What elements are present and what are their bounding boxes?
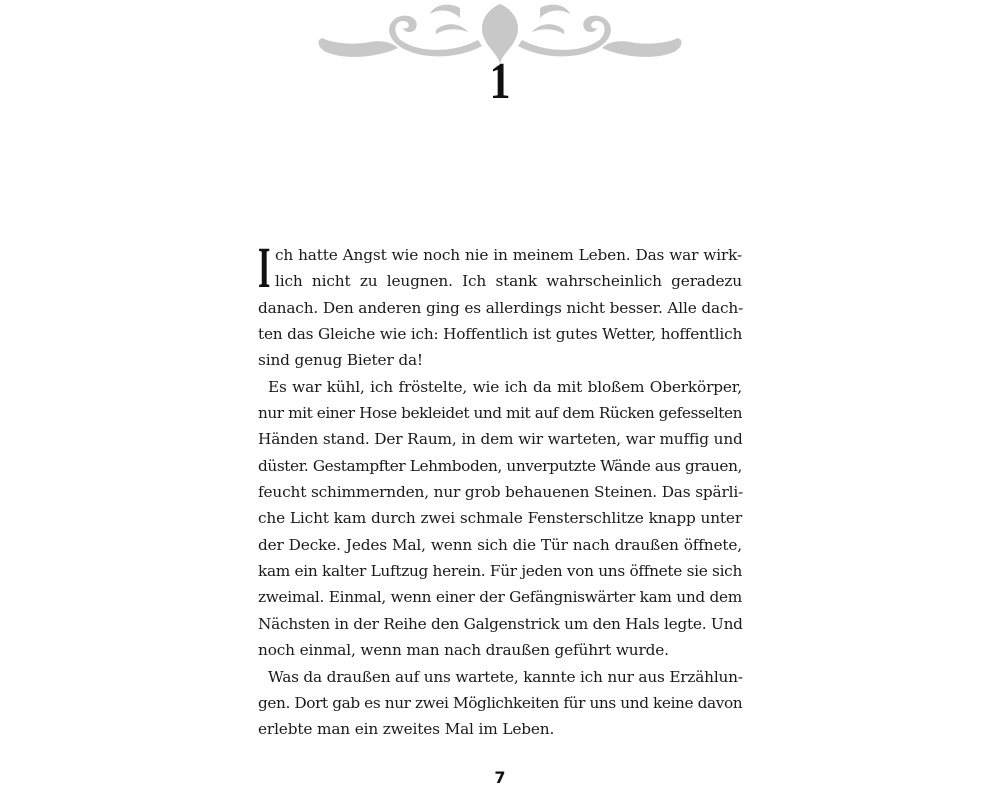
text-line: sind genug Bieter da! [258,351,423,370]
text-line: Was da draußen auf uns wartete, kannte ich nur aus Erzählun- [268,667,743,686]
text-line: zweimal. Einmal, wenn einer der Gefängniswärter kam und dem [258,588,742,607]
text-line: kam ein kalter Luftzug herein. Für jeden von uns öffnete sie sich [258,562,742,581]
text-line: danach. Den anderen ging es allerdings nicht besser. Alle dach- [258,298,744,317]
text-line: lich nicht zu leugnen. Ich stank wahrscheinlich geradezu [275,272,742,291]
drop-cap: I [258,235,271,300]
text-line: che Licht kam durch zwei schmale Fensterschlitze knapp unter [258,509,742,528]
chapter-body [258,235,744,743]
text-line: Händen stand. Der Raum, in dem wir warteten, war muffig und [258,430,743,449]
text-line: der Decke. Jedes Mal, wenn sich die Tür nach draußen öffnete, [258,535,742,554]
text-line: feucht schimmernden, nur grob behauenen Steinen. Das spärli- [258,483,744,502]
text-line: erlebte man ein zweites Mal im Leben. [258,720,555,739]
paragraph-3 [258,664,742,743]
text-line: gen. Dort gab es nur zwei Möglichkeiten für uns und keine davon [258,693,743,712]
text-line: Es war kühl, ich fröstelte, wie ich da mit bloßem Oberkörper, [268,377,742,396]
page-number: 7 [494,768,506,787]
text-line: düster. Gestampfter Lehmboden, unverputzte Wände aus grauen, [258,456,742,475]
chapter-number: 1 [489,53,511,110]
text-line: noch einmal, wenn man nach draußen geführt wurde. [258,641,669,660]
paragraph-1 [258,235,744,374]
text-line: Nächsten in der Reihe den Galgenstrick um den Hals legte. Und [258,614,743,633]
text-line: ten das Gleiche wie ich: Hoffentlich ist gutes Wetter, hoffentlich [258,325,743,344]
text-line: ch hatte Angst wie noch nie in meinem Leben. Das war wirk- [275,246,742,264]
text-line: nur mit einer Hose bekleidet und mit auf dem Rücken gefesselten [258,404,742,423]
paragraph-2 [258,374,742,664]
